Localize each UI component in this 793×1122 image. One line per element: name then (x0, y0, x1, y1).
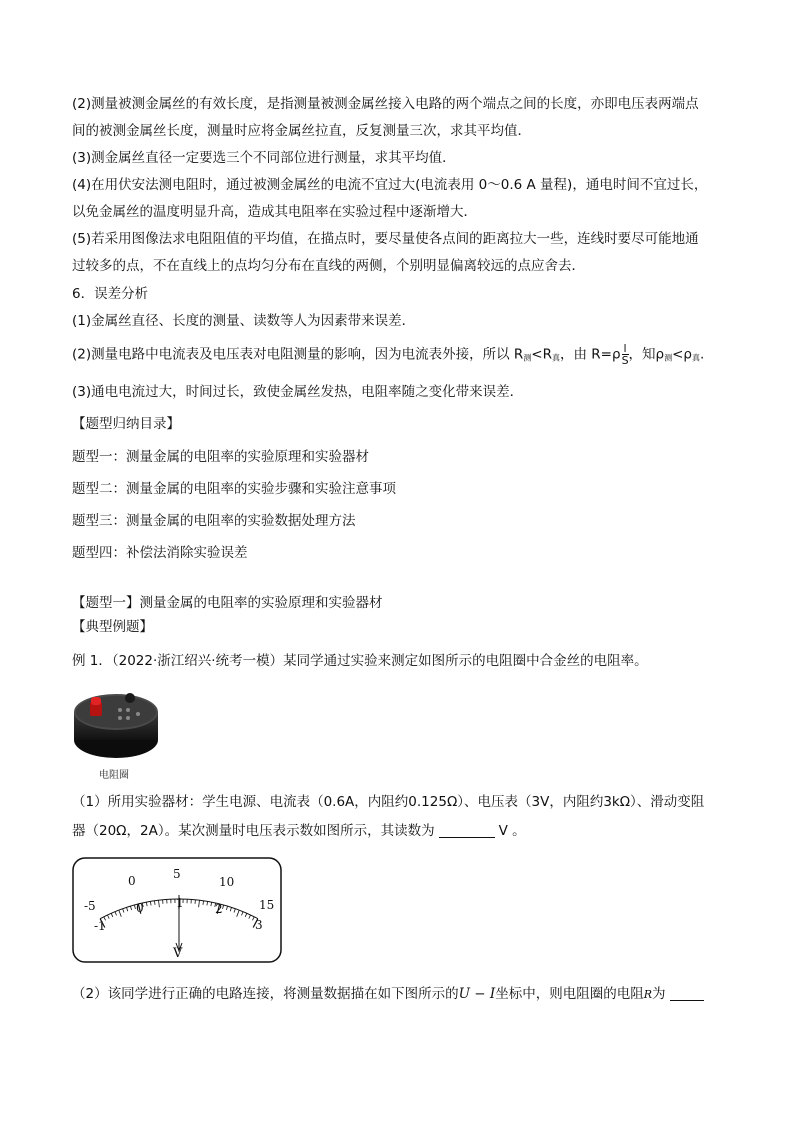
sub-measured-2: 测 (664, 353, 673, 363)
var-r: R (643, 988, 653, 1001)
error-item-3: (3)通电电流过大，时间过长，致使金属丝发热，电阻率随之变化带来误差． (72, 384, 524, 400)
note-4-line-1: (4)在用伏安法测电阻时，通过被测金属丝的电流不宜过大(电流表用 0～0.6 A 量程)，通电时间不宜过长， (72, 177, 708, 193)
image-caption: 电阻圈 (99, 770, 129, 781)
period: . (700, 346, 705, 363)
lt-sign: <R (531, 346, 552, 363)
question-1-line-2 (72, 821, 526, 841)
section-heading: 【题型一】测量金属的电阻率的实验原理和实验器材 (72, 595, 383, 611)
conclusion-text: ，知ρ (628, 346, 665, 363)
question-2-text: （2）该同学进行正确的电路连接，将测量数据描在如下图所示的 (72, 986, 459, 1002)
inner-tick-label: 3 (255, 918, 263, 932)
outer-tick-label: 5 (173, 867, 181, 881)
error-item-1: (1)金属丝直径、长度的测量、读数等人为因素带来误差． (72, 313, 416, 329)
length-area-fraction (622, 343, 629, 366)
question-2-text-c: 为 (652, 986, 666, 1002)
outer-tick-label: 15 (259, 898, 275, 912)
catalog-item: 题型三：测量金属的电阻率的实验数据处理方法 (72, 513, 356, 529)
var-u: U (458, 986, 470, 1002)
voltmeter-dial (72, 857, 282, 963)
example-1-stem: 例 1．（2022·浙江绍兴·统考一模）某同学通过实验来测定如图所示的电阻圈中合金丝的电阻率。 (72, 653, 648, 669)
dash: − (469, 986, 490, 1002)
question-1-text: 器（20Ω，2A）。某次测量时电压表示数如图所示，其读数为 (72, 823, 435, 839)
fraction-denominator: S (621, 354, 629, 367)
voltage-unit: V 。 (498, 823, 526, 839)
sub-true-2: 真 (692, 353, 701, 363)
note-2-line-2: 间的被测金属丝长度，测量时应将金属丝拉直，反复测量三次，求其平均值． (72, 123, 531, 139)
note-4-line-2: 以免金属丝的温度明显升高，造成其电阻率在实验过程中逐渐增大． (72, 204, 477, 220)
var-i: I (489, 986, 496, 1002)
inner-tick-label: 1 (176, 896, 184, 910)
inner-tick-label: 0 (136, 901, 144, 915)
section-subheading: 【典型例题】 (72, 619, 153, 635)
question-2-text-b: 坐标中，则电阻圈的电阻 (495, 986, 644, 1002)
answer-blank-resistance[interactable] (670, 986, 704, 1001)
inner-tick-label: 2 (215, 902, 223, 916)
question-1-line-1: （1）所用实验器材：学生电源、电流表（0.6A，内阻约0.125Ω）、电压表（3V，内阻约3kΩ）、滑动变阻 (72, 794, 705, 810)
catalog-item: 题型四：补偿法消除实验误差 (72, 545, 248, 561)
outer-tick-label: 0 (128, 874, 136, 888)
outer-tick-label: 10 (219, 875, 235, 889)
catalog-item: 题型二：测量金属的电阻率的实验步骤和实验注意事项 (72, 481, 396, 497)
inner-tick-label: -1 (94, 919, 106, 933)
catalog-item: 题型一：测量金属的电阻率的实验原理和实验器材 (72, 449, 369, 465)
note-5-line-2: 过较多的点，不在直线上的点均匀分布在直线的两侧，个别明显偏离较远的点应舍去． (72, 258, 585, 274)
resistance-coil-image (72, 684, 160, 762)
sub-true: 真 (552, 353, 560, 363)
fraction-numerator: l (623, 342, 627, 355)
answer-blank-voltage[interactable] (439, 823, 495, 838)
question-2 (72, 984, 704, 1005)
catalog-heading: 【题型归纳目录】 (72, 416, 180, 432)
note-2-line-1: (2)测量被测金属丝的有效长度，是指测量被测金属丝接入电路的两个端点之间的长度，亦即电压表两端点 (72, 96, 699, 112)
resistance-formula: ，由 R=ρ (560, 346, 621, 363)
note-5-line-1: (5)若采用图像法求电阻阻值的平均值，在描点时，要尽量使各点间的距离拉大一些，连线时要尽可能地通 (72, 231, 699, 247)
error-item-2 (72, 343, 704, 369)
sub-measured: 测 (523, 353, 532, 363)
lt-sign-2: <ρ (672, 346, 693, 363)
error-analysis-heading: 6．误差分析 (72, 286, 149, 302)
note-3: (3)测金属丝直径一定要选三个不同部位进行测量，求其平均值． (72, 150, 456, 166)
unit-label: V (173, 946, 183, 961)
outer-tick-label: -5 (84, 899, 96, 913)
error-item-2-prefix: (2)测量电路中电流表及电压表对电阻测量的影响，因为电流表外接，所以 R (72, 346, 524, 363)
